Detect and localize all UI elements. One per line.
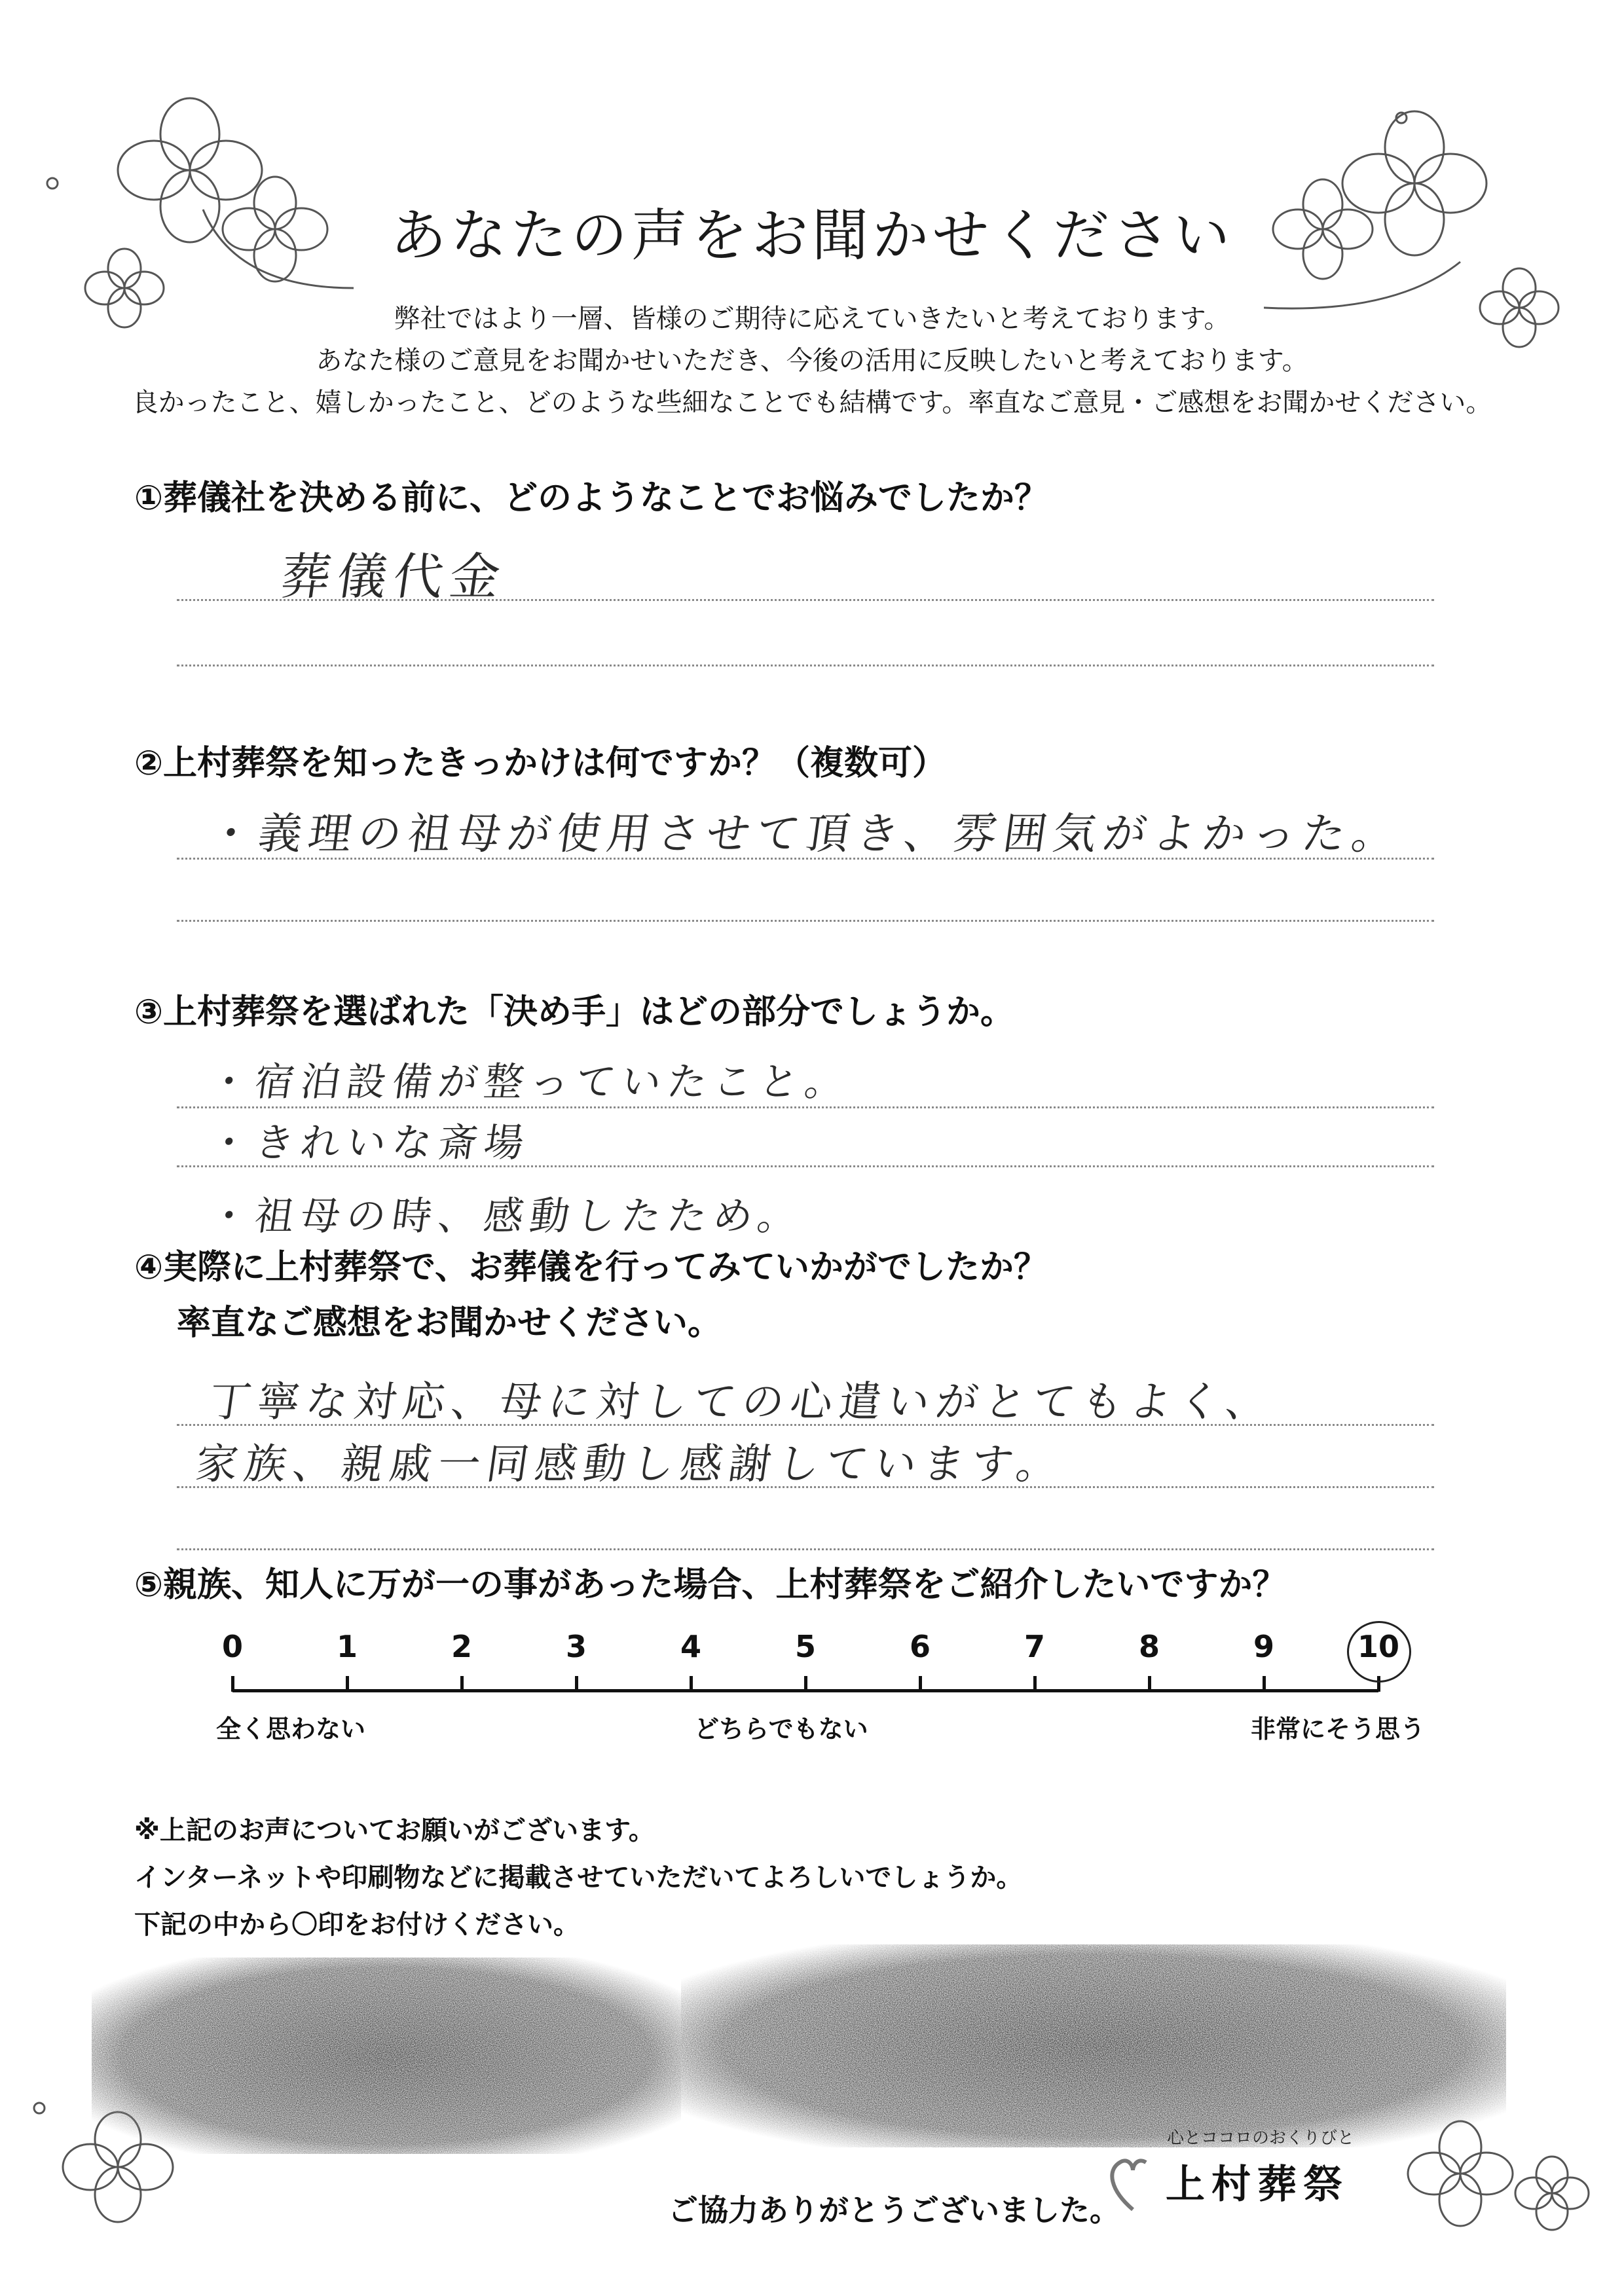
answer-rule: [177, 1486, 1434, 1488]
scale-number: 6: [909, 1629, 931, 1664]
scale-tick: [231, 1676, 234, 1692]
intro-text: [0, 298, 1624, 424]
logo-name: 上村葬祭: [1166, 2162, 1349, 2208]
scale-tick: [1148, 1676, 1151, 1692]
scale-number: 1: [336, 1629, 358, 1664]
redacted-area-right: [681, 1944, 1506, 2147]
answer-rule: [177, 1424, 1434, 1426]
redacted-area-left: [92, 1958, 681, 2154]
note-line: 下記の中から〇印をお付けください。: [134, 1910, 580, 1940]
selected-rating-circle: [1347, 1621, 1411, 1683]
question-4: ④実際に上村葬祭で、お葬儀を行ってみていかがでしたか？: [134, 1248, 1048, 1287]
scale-tick: [575, 1676, 578, 1692]
logo-tagline: 心とココロのおくりびと: [1167, 2128, 1355, 2148]
scale-tick: [1033, 1676, 1037, 1692]
heart-icon: [1107, 2151, 1159, 2216]
scale-number: 3: [565, 1629, 587, 1664]
question-3: ③上村葬祭を選ばれた「決め手」はどの部分でしょうか。: [134, 993, 1015, 1032]
note-line: ※上記のお声についてお願いがございます。: [134, 1815, 655, 1846]
answer-3-line-1: ・宿泊設備が整っていたこと。: [206, 1059, 855, 1105]
scale-number: 7: [1024, 1629, 1045, 1664]
scale-label-middle: どちらでもない: [694, 1715, 868, 1743]
scale-number: 5: [794, 1629, 816, 1664]
question-4-sub: 率直なご感想をお聞かせください。: [177, 1303, 722, 1343]
scale-number: 8: [1138, 1629, 1160, 1664]
publication-note: [134, 1807, 1022, 1948]
answer-4-line-1: 丁寧な対応、母に対しての心遣いがとてもよく、: [205, 1378, 1278, 1427]
answer-2-line-1: ・義理の祖母が使用させて頂き、雰囲気がよかった。: [205, 809, 1405, 859]
answer-rule: [177, 665, 1434, 666]
company-logo: [1107, 2124, 1369, 2236]
scale-label-right: 非常にそう思う: [1251, 1715, 1426, 1743]
scale-number: 4: [680, 1629, 701, 1664]
note-line: インターネットや印刷物などに掲載させていただいてよろしいでしょうか。: [134, 1863, 1023, 1893]
scale-number: 10: [1357, 1629, 1399, 1664]
answer-rule: [177, 1165, 1434, 1167]
scale-number: 2: [451, 1629, 472, 1664]
question-1: ①葬儀社を決める前に、どのようなことでお悩みでしたか？: [134, 479, 1049, 518]
intro-line: あなた様のご意見をお聞かせいただき、今後の活用に反映したいと考えております。: [316, 346, 1308, 376]
scale-tick: [1263, 1676, 1266, 1692]
scale-tick: [804, 1676, 807, 1692]
scale-label-left: 全く思わない: [216, 1715, 366, 1743]
scale-number: 0: [221, 1629, 243, 1664]
scale-number: 9: [1253, 1629, 1274, 1664]
scale-tick: [460, 1676, 464, 1692]
answer-4-line-2: 家族、親戚一同感動し感謝しています。: [192, 1440, 1069, 1489]
answer-rule: [177, 599, 1434, 601]
answer-1-line-1: 葬儀代金: [276, 547, 511, 606]
rating-scale: [216, 1617, 1426, 1748]
scale-tick: [346, 1676, 349, 1692]
scale-tick: [690, 1676, 693, 1692]
question-5: ⑤親族、知人に万が一の事があった場合、上村葬祭をご紹介したいですか？: [134, 1565, 1287, 1605]
question-2: ②上村葬祭を知ったきっかけは何ですか？（複数可）: [134, 744, 947, 783]
answer-3-line-2: ・きれいな斎場: [206, 1120, 534, 1166]
answer-rule: [177, 858, 1434, 860]
intro-line: 弊社ではより一層、皆様のご期待に応えていきたいと考えております。: [394, 304, 1230, 334]
answer-3-line-3: ・祖母の時、感動したため。: [206, 1194, 807, 1239]
answer-rule: [177, 1548, 1434, 1550]
scale-tick: [919, 1676, 922, 1692]
intro-line: 良かったこと、嬉しかったこと、どのような些細なことでも結構です。率直なご意見・ご感想をお聞かせください。: [132, 388, 1492, 418]
answer-rule: [177, 1106, 1434, 1108]
thanks-message: ご協力ありがとうございました。: [668, 2193, 1120, 2228]
page-title: あなたの声をお聞かせください: [390, 203, 1234, 268]
answer-rule: [177, 920, 1434, 922]
